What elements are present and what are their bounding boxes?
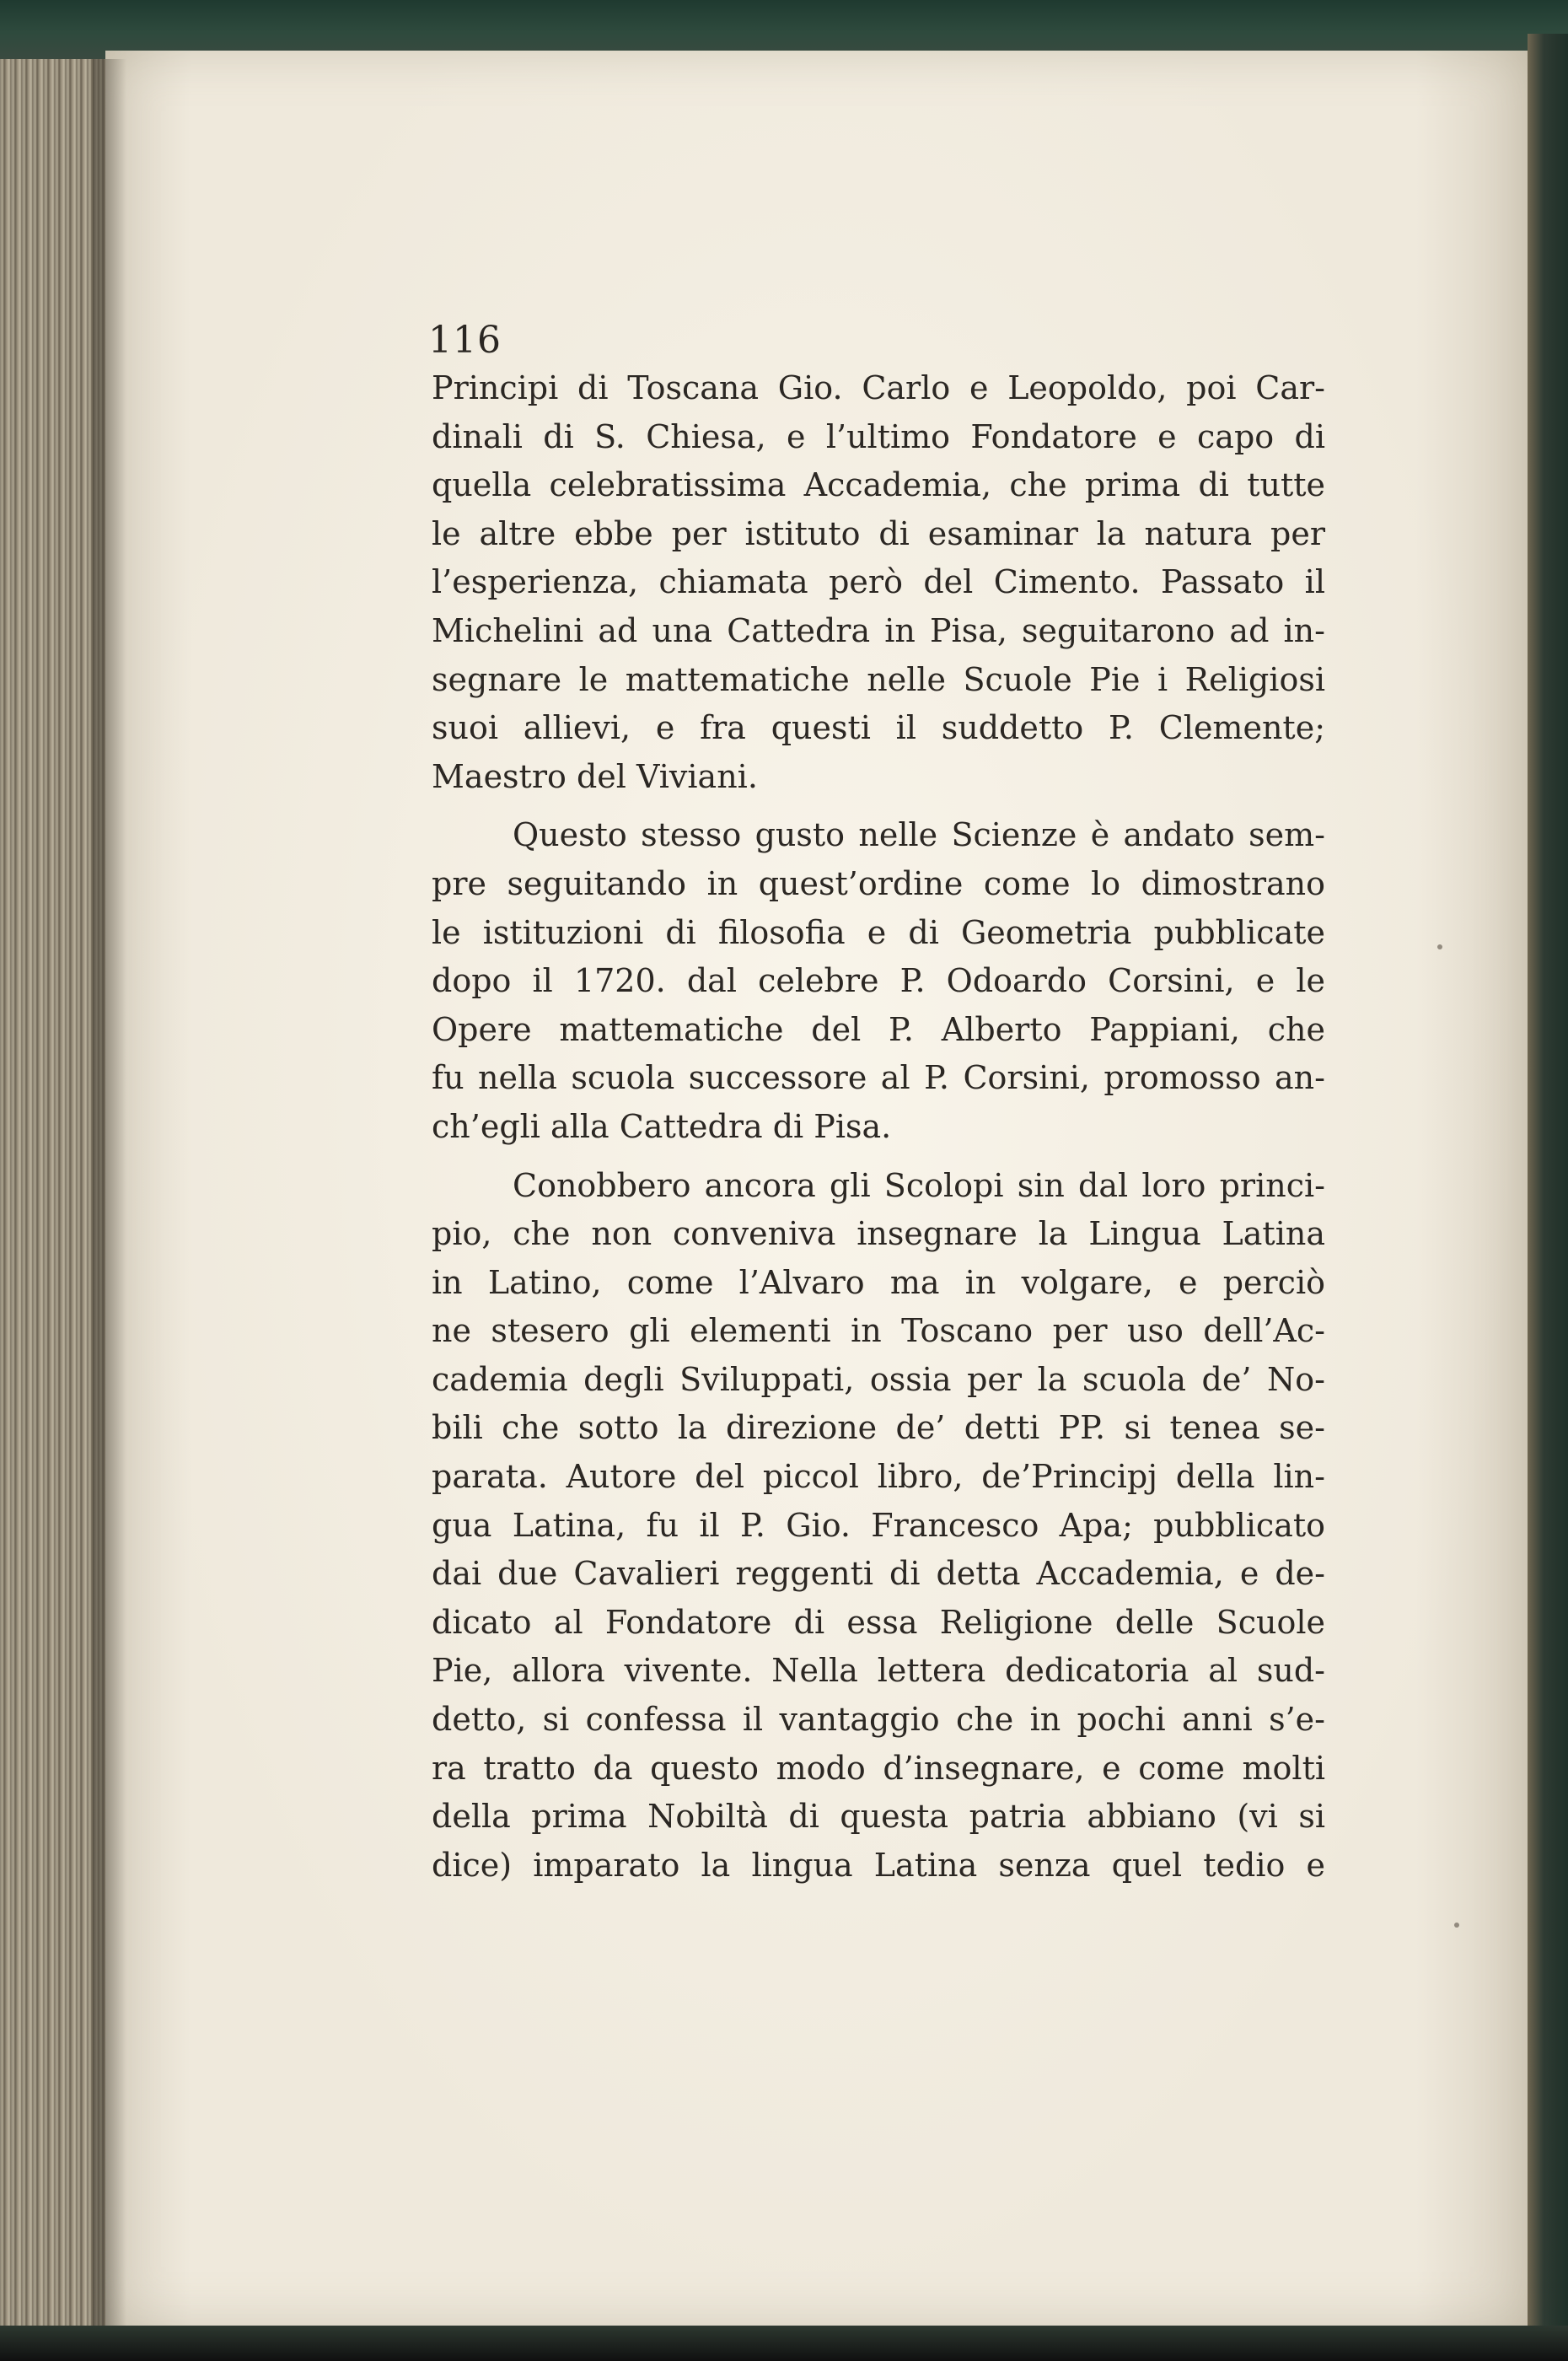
text-line: Michelini ad una Cattedra in Pisa, seguitarono ad in- bbox=[432, 611, 1325, 649]
paper-speck bbox=[1437, 944, 1442, 949]
text-line: segnare le mattematiche nelle Scuole Pie i Religiosi bbox=[432, 660, 1325, 698]
text-line: Principi di Toscana Gio. Carlo e Leopoldo, poi Car- bbox=[432, 369, 1325, 406]
page-number: 116 bbox=[428, 319, 502, 362]
text-line: gua Latina, fu il P. Gio. Francesco Apa; pubblicato bbox=[432, 1506, 1325, 1544]
body-text bbox=[432, 364, 1325, 1890]
text-line: dicato al Fondatore di essa Religione delle Scuole bbox=[432, 1603, 1325, 1641]
text-line: ch’egli alla Cattedra di Pisa. bbox=[432, 1107, 892, 1145]
text-line: della prima Nobiltà di questa patria abbiano (vi si bbox=[432, 1798, 1325, 1836]
paragraph-first-line: Conobbero ancora gli Scolopi sin dal loro princi- bbox=[513, 1166, 1325, 1204]
text-line: dopo il 1720. dal celebre P. Odoardo Corsini, e le bbox=[432, 962, 1325, 1000]
text-line: dice) imparato la lingua Latina senza quel tedio e bbox=[432, 1846, 1325, 1884]
text-line: dinali di S. Chiesa, e l’ultimo Fondatore e capo di bbox=[432, 417, 1325, 455]
text-line: ne stesero gli elementi in Toscano per uso dell’Ac- bbox=[432, 1312, 1325, 1350]
text-line: bili che sotto la direzione de’ detti PP. si tenea se- bbox=[432, 1409, 1325, 1447]
gutter-shadow bbox=[93, 59, 126, 2327]
text-line: dai due Cavalieri reggenti di detta Accademia, e de- bbox=[432, 1555, 1325, 1593]
text-line: ra tratto da questo modo d’insegnare, e come molti bbox=[432, 1749, 1325, 1787]
book-cover-bottom-edge bbox=[0, 2326, 1568, 2361]
text-line: quella celebratissima Accademia, che prima di tutte bbox=[432, 466, 1325, 504]
text-line: in Latino, come l’Alvaro ma in volgare, e perciò bbox=[432, 1263, 1325, 1301]
text-line: cademia degli Sviluppati, ossia per la scuola de’ No- bbox=[432, 1360, 1325, 1398]
text-line: Pie, allora vivente. Nella lettera dedicatoria al sud- bbox=[432, 1652, 1325, 1690]
book-cover-right-edge bbox=[1528, 34, 1568, 2327]
text-line: l’esperienza, chiamata però del Cimento. Passato il bbox=[432, 563, 1325, 601]
text-line: le istituzioni di filosofia e di Geometria pubblicate bbox=[432, 913, 1325, 951]
text-line: suoi allievi, e fra questi il suddetto P. Clemente; bbox=[432, 709, 1325, 747]
text-line: pio, che non conveniva insegnare la Lingua Latina bbox=[432, 1215, 1325, 1253]
paper-speck bbox=[1454, 1923, 1459, 1928]
text-line: pre seguitando in quest’ordine come lo dimostrano bbox=[432, 864, 1325, 902]
text-line: le altre ebbe per istituto di esaminar la natura per bbox=[432, 514, 1325, 552]
text-line: Opere mattematiche del P. Alberto Pappiani, che bbox=[432, 1010, 1325, 1048]
text-line: detto, si confessa il vantaggio che in pochi anni s’e- bbox=[432, 1701, 1325, 1739]
paragraph-first-line: Questo stesso gusto nelle Scienze è andato sem- bbox=[513, 816, 1325, 854]
text-line: parata. Autore del piccol libro, de’Principj della lin- bbox=[432, 1458, 1325, 1496]
text-line: fu nella scuola successore al P. Corsini, promosso an- bbox=[432, 1059, 1325, 1097]
text-line: Maestro del Viviani. bbox=[432, 757, 758, 795]
